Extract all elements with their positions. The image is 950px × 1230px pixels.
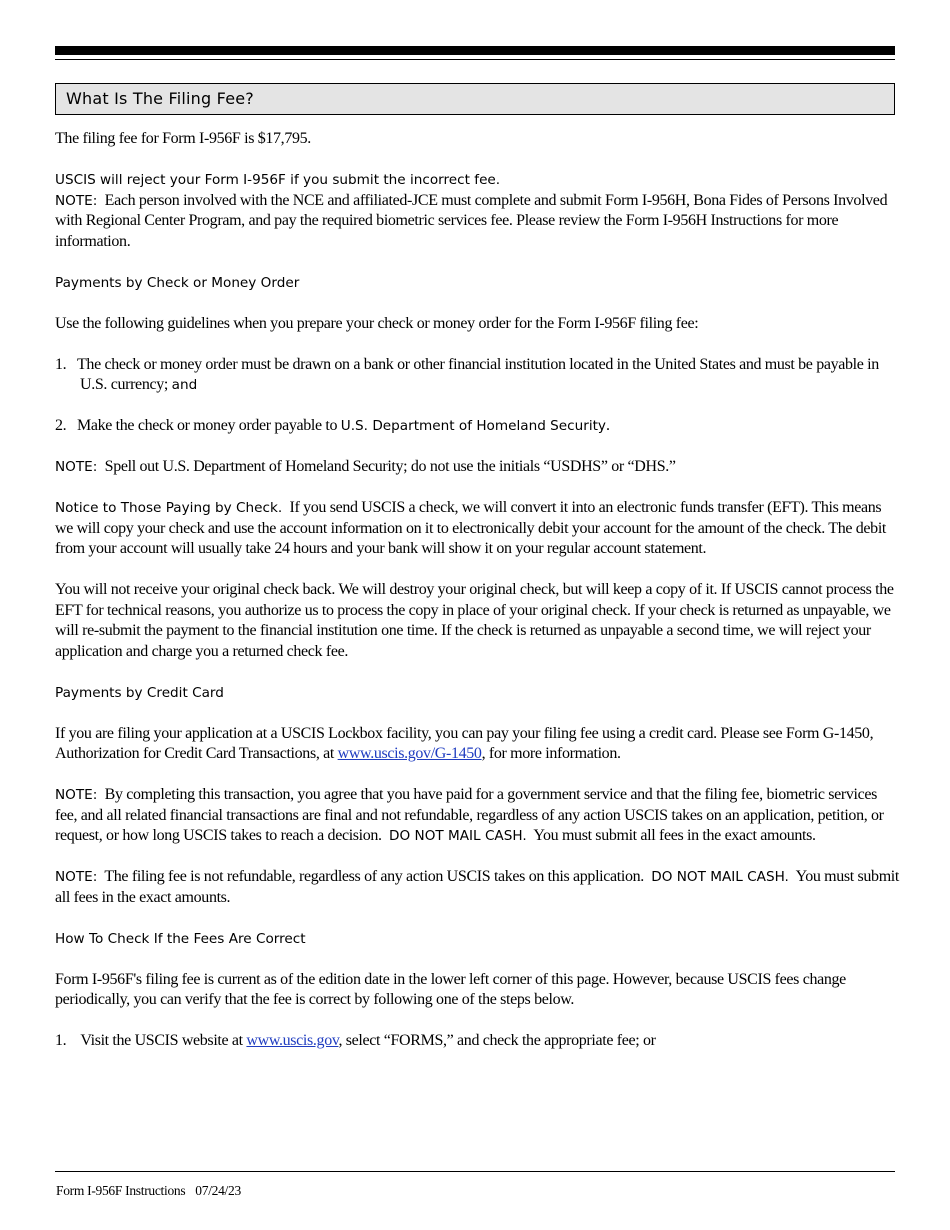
note-label: NOTE:	[55, 869, 98, 885]
verify-paragraph: Form I-956F's filing fee is current as of the edition date in the lower left corner of this page. However, because USCIS fees change periodically, you can verify that the fee is correct by following one of the steps below.	[55, 970, 846, 1008]
uscis-website-link[interactable]: www.uscis.gov	[246, 1032, 339, 1049]
section-title: What Is The Filing Fee?	[66, 89, 254, 108]
header-rule-thin	[55, 59, 895, 60]
reject-warning: USCIS will reject your Form I-956F if you submit the incorrect fee.	[55, 172, 501, 188]
note-label: NOTE:	[55, 192, 98, 209]
footer-edition-date: 07/24/23	[195, 1183, 241, 1198]
page-footer	[56, 1183, 241, 1199]
document-body	[55, 129, 900, 1072]
notice-paying-by-check: Notice to Those Paying by Check. If you send USCIS a check, we will convert it into an electronic funds transfer (EFT). This means we will copy your check and use the account information on it to electronically debit your account for the amount of the check. The debit from your account will usually take 24 hours and your bank will show it on your regular account statement.	[55, 499, 887, 557]
g1450-link[interactable]: www.uscis.gov/G-1450	[337, 745, 482, 762]
note-956h: NOTE: Each person involved with the NCE and affiliated-JCE must complete and submit Form I-956H, Bona Fides of Persons Involved with Regional Center Program, and pay the required biometric services fee. Please review the Form I-956H Instructions for more information.	[55, 191, 888, 250]
credit-heading: Payments by Credit Card	[55, 684, 224, 701]
verify-heading: How To Check If the Fees Are Correct	[55, 930, 306, 947]
check-list-item-1: 1. The check or money order must be drawn on a bank or other financial institution located in the United States and must be payable in U.S. currency; and	[55, 355, 879, 393]
spell-out-note: NOTE: Spell out U.S. Department of Homeland Security; do not use the initials “USDHS” or “DHS.”	[55, 458, 676, 475]
footer-rule	[55, 1171, 895, 1172]
verify-list-item-1: 1. Visit the USCIS website at www.uscis.gov, select “FORMS,” and check the appropriate fee; or	[55, 1032, 656, 1049]
note-label: NOTE:	[55, 459, 98, 475]
check-list-item-2: 2. Make the check or money order payable to U.S. Department of Homeland Security.	[55, 417, 610, 434]
original-check-paragraph: You will not receive your original check back. We will destroy your original check, but will keep a copy of it. If USCIS cannot process the EFT for technical reasons, you authorize us to process the copy in place of your original check. If your check is returned as unpayable, we will re-submit the payment to the financial institution one time. If the check is returned as unpayable a second time, we will reject your application and charge you a returned check fee.	[55, 581, 894, 660]
payee-name: U.S. Department of Homeland Security	[340, 418, 606, 434]
section-title-box	[55, 83, 895, 115]
credit-card-paragraph: If you are filing your application at a USCIS Lockbox facility, you can pay your filing fee using a credit card. Please see Form G-1450, Authorization for Credit Card Transactions, at www.uscis.gov/G-1450, for more information.	[55, 724, 874, 762]
check-intro: Use the following guidelines when you prepare your check or money order for the Form I-956F filing fee:	[55, 314, 699, 332]
credit-note: NOTE: By completing this transaction, you agree that you have paid for a government service and that the filing fee, biometric services fee, and all related financial transactions are final and not refundable, regardless of any action USCIS takes on an application, petition, or request, or how long USCIS takes to reach a decision. DO NOT MAIL CASH. You must submit all fees in the exact amounts.	[55, 786, 884, 844]
header-rule-thick	[55, 46, 895, 55]
refund-note: NOTE: The filing fee is not refundable, regardless of any action USCIS takes on this application. DO NOT MAIL CASH. You must submit all fees in the exact amounts.	[55, 868, 899, 906]
footer-form-name: Form I-956F Instructions	[56, 1183, 186, 1198]
check-heading: Payments by Check or Money Order	[55, 274, 300, 291]
fee-sentence: The filing fee for Form I-956F is $17,795.	[55, 130, 311, 147]
notice-heading: Notice to Those Paying by Check.	[55, 500, 283, 516]
do-not-mail-cash: DO NOT MAIL CASH.	[651, 869, 789, 885]
note-label: NOTE:	[55, 787, 98, 803]
do-not-mail-cash: DO NOT MAIL CASH.	[389, 828, 527, 844]
